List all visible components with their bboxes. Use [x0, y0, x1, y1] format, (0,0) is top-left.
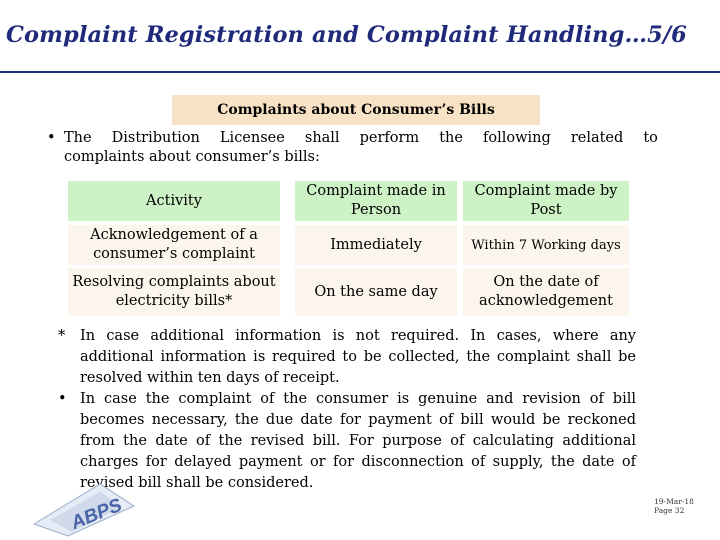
table-cell-in-person: On the same day [295, 268, 457, 316]
table-header-by-post: Complaint made by Post [463, 181, 629, 221]
intro-word: shall [304, 130, 340, 146]
intro-word: the [439, 130, 463, 146]
table-cell-activity: Acknowledgement of a consumer’s complaint [68, 225, 280, 265]
note-text: In case additional information is not required. In cases, where any additional information is required to be collected, the complaint shall be resolved within ten days of receipt. [80, 328, 636, 386]
slide-footer [654, 497, 694, 515]
logo-text: ABPS [68, 494, 125, 535]
table-cell-by-post: Within 7 Working days [463, 225, 629, 265]
intro-bullet: • [47, 130, 56, 146]
intro-word: Licensee [219, 130, 285, 146]
intro-line-1 [64, 129, 658, 148]
table-cell-by-post: On the date of acknowledgement [463, 268, 629, 316]
table-header-in-person: Complaint made in Person [295, 181, 457, 221]
intro-paragraph [47, 129, 658, 167]
note-text: In case the complaint of the consumer is genuine and revision of bill becomes necessary, the due date for payment of bill would be reckoned from the date of the revised bill. For purpose of calculating additional charges for delayed payment or for disconnection of supply, the date of revised bill shall be considered. [80, 391, 636, 491]
intro-word: following [483, 130, 551, 146]
notes-section [58, 326, 636, 494]
intro-word: related [570, 130, 624, 146]
note-marker: • [58, 391, 67, 407]
abps-logo [30, 480, 140, 538]
footer-page: Page 32 [654, 506, 685, 515]
slide-title: Complaint Registration and Complaint Handling…5/6 [6, 22, 687, 48]
intro-line-2: complaints about consumer’s bills: [64, 149, 320, 165]
title-underline [0, 71, 720, 73]
footnote-asterisk [58, 326, 636, 389]
intro-word: Distribution [111, 130, 200, 146]
table-cell-in-person: Immediately [295, 225, 457, 265]
table-header-activity: Activity [68, 181, 280, 221]
footer-date: 19-Mar-18 [654, 497, 694, 506]
note-bullet [58, 389, 636, 494]
intro-word: The [64, 130, 92, 146]
intro-word: perform [359, 130, 420, 146]
table-cell-activity: Resolving complaints about electricity bills* [68, 268, 280, 316]
section-subheading: Complaints about Consumer’s Bills [172, 95, 540, 125]
note-marker: * [58, 328, 66, 344]
intro-word: to [643, 130, 658, 146]
